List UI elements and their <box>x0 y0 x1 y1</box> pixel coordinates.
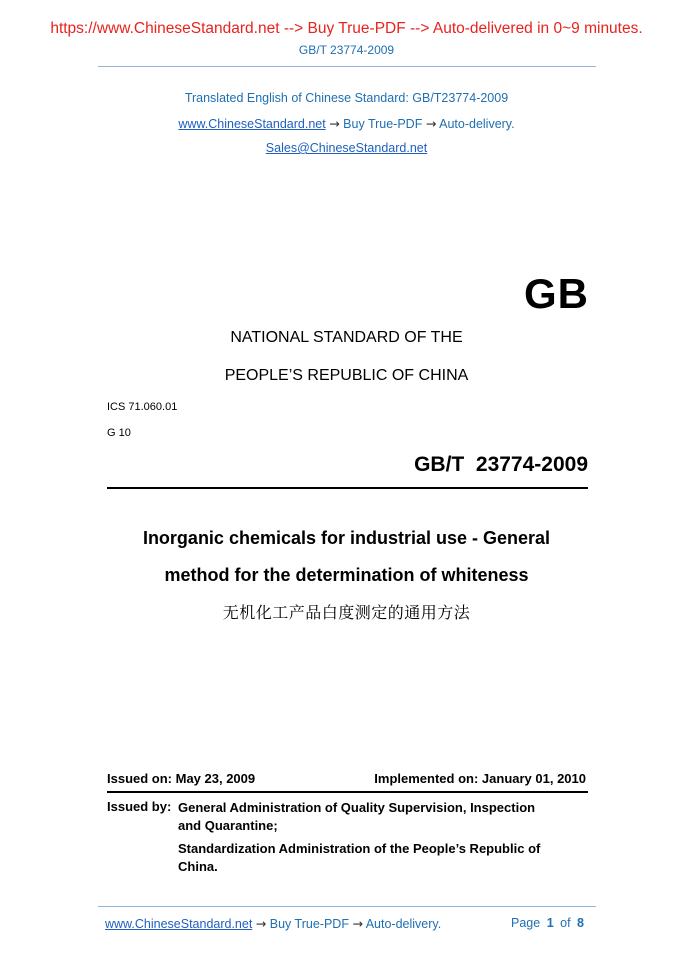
issuer-2-line2: China. <box>178 859 218 874</box>
issuer-2 <box>178 840 598 876</box>
national-standard-line1: NATIONAL STANDARD OF THE <box>230 329 463 346</box>
arrow-right-icon: → <box>255 916 267 931</box>
issued-rule <box>107 791 588 793</box>
site-link[interactable]: www.ChineseStandard.net <box>178 117 326 131</box>
title-chinese: 无机化工产品白度测定的通用方法 <box>222 603 471 622</box>
buy-true-pdf-link[interactable]: Buy True-PDF <box>343 117 423 131</box>
footer-buy-true-pdf-link[interactable]: Buy True-PDF <box>269 917 349 931</box>
footer-auto-delivery-text: Auto-delivery. <box>365 917 442 931</box>
translation-note: Translated English of Chinese Standard: GB/T23774-2009 <box>184 91 509 105</box>
national-standard-line2: PEOPLE’S REPUBLIC OF CHINA <box>224 367 469 384</box>
footer-rule <box>98 906 596 907</box>
title-line2: method for the determination of whiteness <box>164 565 529 585</box>
page-word: Page <box>511 916 541 930</box>
sales-email-row <box>0 141 693 155</box>
issued-by-label: Issued by: <box>107 799 172 814</box>
top-banner <box>0 20 693 38</box>
footer-site-link[interactable]: www.ChineseStandard.net <box>105 917 253 931</box>
arrow-right-icon: → <box>329 116 340 131</box>
issuer-1 <box>178 799 598 835</box>
banner-delivery-text: Auto-delivered in 0~9 minutes. <box>432 20 643 37</box>
banner-arrow: --> <box>405 20 433 37</box>
ics-code: ICS 71.060.01 <box>107 401 178 413</box>
g-code: G 10 <box>107 427 131 439</box>
auto-delivery-text: Auto-delivery. <box>439 117 515 131</box>
standard-number: GB/T 23774-2009 <box>414 453 588 476</box>
standard-number-rule <box>107 487 588 489</box>
arrow-right-icon: → <box>425 116 437 131</box>
total-pages: 8 <box>577 916 584 930</box>
translation-links <box>0 116 693 131</box>
issuer-2-line1: Standardization Administration of the People’s Republic of <box>178 841 541 856</box>
issued-on: Issued on: May 23, 2009 <box>107 771 256 786</box>
page-indicator <box>511 916 584 930</box>
issuer-1-line2: and Quarantine; <box>178 818 278 833</box>
header-doc-code: GB/T 23774-2009 <box>298 43 395 57</box>
banner-arrow: --> <box>279 20 308 37</box>
gb-mark: GB <box>524 270 589 317</box>
sales-email-link[interactable]: Sales@ChineseStandard.net <box>265 141 428 155</box>
header-rule <box>98 66 596 67</box>
title-line1: Inorganic chemicals for industrial use - General <box>142 528 551 548</box>
footer-links <box>105 916 441 931</box>
banner-url-link[interactable]: https://www.ChineseStandard.net <box>50 20 280 37</box>
of-word: of <box>560 916 571 930</box>
arrow-right-icon: → <box>352 916 363 931</box>
issuer-1-line1: General Administration of Quality Supervision, Inspection <box>178 800 536 815</box>
page-number: 1 <box>546 916 554 930</box>
implemented-on: Implemented on: January 01, 2010 <box>374 771 586 786</box>
banner-buy-link[interactable]: Buy True-PDF <box>307 20 406 37</box>
